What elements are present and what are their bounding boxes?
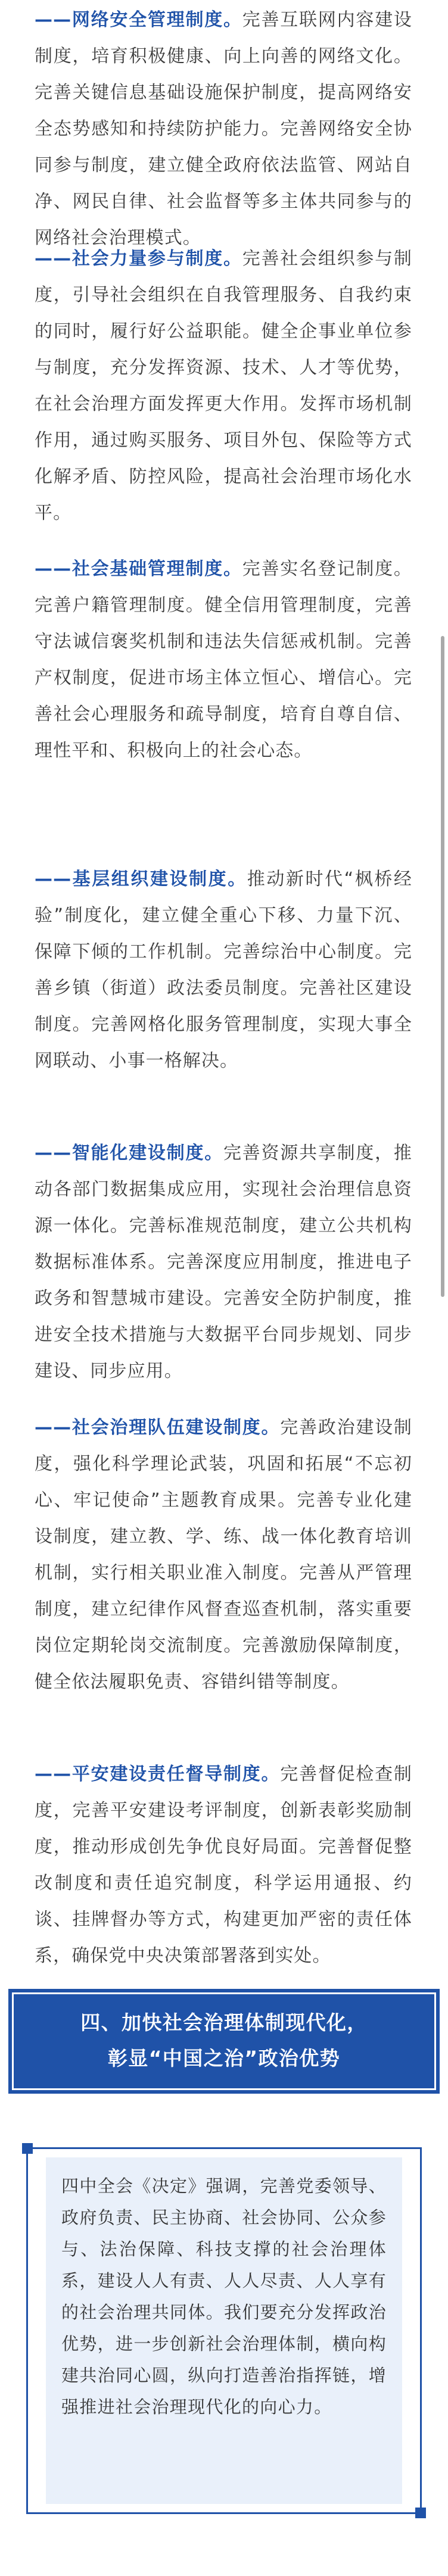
section-body: 完善督促检查制度，完善平安建设考评制度，创新表彰奖励制度，推动形成创先争优良好局面。完善督促整改制度和责任追究制度，科学运用通报、约谈、挂牌督办等方式，构建更加严密的责任体系，确保党中央决策部署落到实处。 bbox=[35, 1764, 412, 1966]
paragraph bbox=[35, 2, 412, 256]
banner-line-2: 彰显“中国之治”政治优势 bbox=[107, 2047, 341, 2070]
section-team-building bbox=[35, 1409, 412, 1700]
corner-ornament bbox=[22, 2143, 33, 2154]
scrollbar-thumb[interactable] bbox=[441, 636, 444, 1297]
section-heading: ——社会治理队伍建设制度。 bbox=[35, 1417, 281, 1438]
paragraph bbox=[35, 241, 412, 531]
section-grassroots-organization bbox=[35, 861, 412, 1079]
chapter-banner bbox=[12, 1992, 436, 2090]
paragraph bbox=[35, 1135, 412, 1389]
section-body: 完善资源共享制度，推动各部门数据集成应用，实现社会治理信息资源一体化。完善标准规范制度，建立公共机构数据标准体系。完善深度应用制度，推进电子政务和智慧城市建设。完善安全防护制度，推进安全技术措施与大数据平台同步规划、同步建设、同步应用。 bbox=[35, 1143, 412, 1381]
section-body: 完善互联网内容建设制度，培育积极健康、向上向善的网络文化。完善关键信息基础设施保护制度，提高网络安全态势感知和持续防护能力。完善网络安全协同参与制度，建立健全政府依法监管、网站自净、网民自律、社会监督等多主体共同参与的网络社会治理模式。 bbox=[35, 10, 412, 248]
paragraph bbox=[35, 861, 412, 1079]
section-social-participation bbox=[35, 241, 412, 531]
section-body: 完善社会组织参与制度，引导社会组织在自我管理服务、自我约束的同时，履行好公益职能。健全企事业单位参与制度，充分发挥资源、技术、人才等优势，在社会治理方面发挥更大作用。发挥市场机制作用，通过购买服务、项目外包、保险等方式化解矛盾、防控风险，提高社会治理市场化水平。 bbox=[35, 248, 412, 523]
section-body: 推动新时代“枫桥经验”制度化，建立健全重心下移、力量下沉、保障下倾的工作机制。完善综治中心制度。完善乡镇（街道）政法委员制度。完善社区建设制度。完善网格化服务管理制度，实现大事全网联动、小事一格解决。 bbox=[35, 869, 412, 1071]
quote-panel bbox=[46, 2157, 402, 2504]
section-heading: ——网络安全管理制度。 bbox=[35, 10, 242, 30]
paragraph bbox=[35, 551, 412, 769]
section-heading: ——平安建设责任督导制度。 bbox=[35, 1764, 281, 1785]
section-supervision bbox=[35, 1756, 412, 1974]
section-heading: ——智能化建设制度。 bbox=[35, 1143, 223, 1164]
section-heading: ——社会基础管理制度。 bbox=[35, 559, 242, 579]
banner-line-1: 四、加快社会治理体制现代化， bbox=[80, 2011, 368, 2034]
quote-text: 四中全会《决定》强调，完善党委领导、政府负责、民主协商、社会协同、公众参与、法治保障、科技支撑的社会治理体系，建设人人有责、人人尽责、人人享有的社会治理共同体。我们要充分发挥政治优势，进一步创新社会治理体制，横向构建共治同心圆，纵向打造善治指挥链，增强推进社会治理现代化的向心力。 bbox=[61, 2176, 387, 2417]
section-intelligent-construction bbox=[35, 1135, 412, 1389]
corner-ornament bbox=[415, 2508, 426, 2518]
paragraph bbox=[35, 1756, 412, 1974]
section-basic-management bbox=[35, 551, 412, 769]
section-body: 完善实名登记制度。完善户籍管理制度。健全信用管理制度，完善守法诚信褒奖机制和违法失信惩戒机制。完善产权制度，促进市场主体立恒心、增信心。完善社会心理服务和疏导制度，培育自尊自信、理性平和、积极向上的社会心态。 bbox=[35, 559, 412, 761]
section-heading: ——基层组织建设制度。 bbox=[35, 869, 247, 890]
section-heading: ——社会力量参与制度。 bbox=[35, 248, 242, 269]
section-network-security bbox=[35, 2, 412, 256]
section-body: 完善政治建设制度，强化科学理论武装，巩固和拓展“不忘初心、牢记使命”主题教育成果。完善专业化建设制度，建立教、学、练、战一体化教育培训机制，实行相关职业准入制度。完善从严管理制度，建立纪律作风督查巡查机制，落实重要岗位定期轮岗交流制度。完善激励保障制度，健全依法履职免责、容错纠错等制度。 bbox=[35, 1417, 412, 1692]
quote-box bbox=[26, 2147, 422, 2514]
paragraph bbox=[35, 1409, 412, 1700]
scrollbar[interactable] bbox=[441, 0, 444, 2576]
